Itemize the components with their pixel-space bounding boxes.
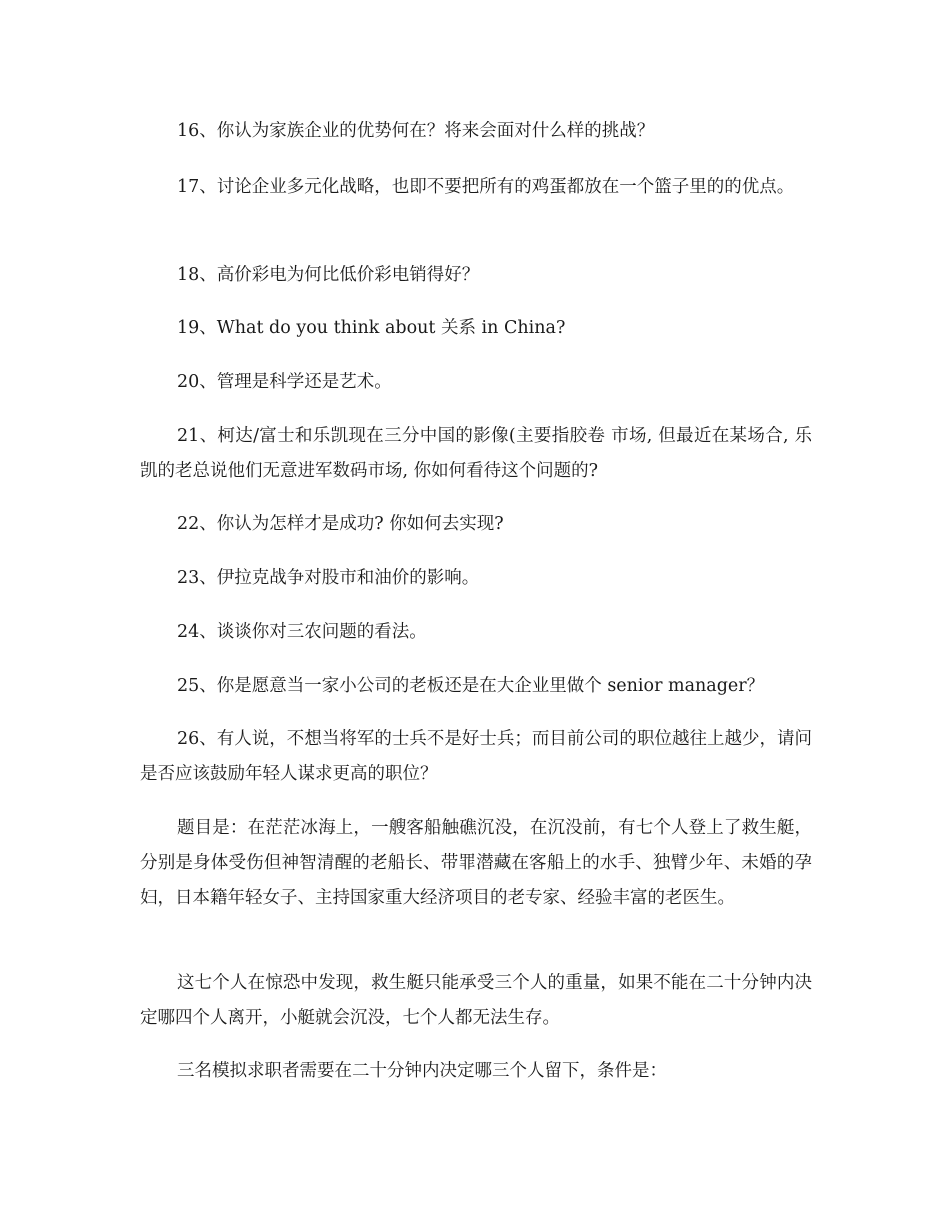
scenario-paragraph: 题目是：在茫茫冰海上，一艘客船触礁沉没，在沉没前，有七个人登上了救生艇，分别是身体受伤但神智清醒的老船长、带罪潜藏在客船上的水手、独臂少年、未婚的孕妇，日本籍年轻女子、主持国家重大经济项目的老专家、经验丰富的老医生。 xyxy=(140,818,812,908)
question-16: 16、你认为家族企业的优势何在？将来会面对什么样的挑战？ xyxy=(177,121,655,141)
question-26: 26、有人说，不想当将军的士兵不是好士兵；而目前公司的职位越往上越少，请问是否应该鼓励年轻人谋求更高的职位？ xyxy=(140,729,812,784)
question-25: 25、你是愿意当一家小公司的老板还是在大企业里做个 senior manager？ xyxy=(177,676,765,696)
scenario-condition-paragraph: 这七个人在惊恐中发现，救生艇只能承受三个人的重量，如果不能在二十分钟内决定哪四个人离开，小艇就会沉没，七个人都无法生存。 xyxy=(140,973,812,1028)
question-20: 20、管理是科学还是艺术。 xyxy=(177,372,392,392)
question-24: 24、谈谈你对三农问题的看法。 xyxy=(177,622,427,642)
task-paragraph: 三名模拟求职者需要在二十分钟内决定哪三个人留下，条件是： xyxy=(177,1061,667,1081)
question-19: 19、What do you think about 关系 in China? xyxy=(177,318,566,338)
question-22: 22、你认为怎样才是成功? 你如何去实现? xyxy=(177,514,504,534)
question-23: 23、伊拉克战争对股市和油价的影响。 xyxy=(177,568,480,588)
question-17: 17、讨论企业多元化战略，也即不要把所有的鸡蛋都放在一个篮子里的的优点。 xyxy=(177,177,795,197)
question-18: 18、高价彩电为何比低价彩电销得好？ xyxy=(177,265,480,285)
question-21: 21、柯达/富士和乐凯现在三分中国的影像(主要指胶卷 市场, 但最近在某场合, 乐凯的老总说他们无意进军数码市场, 你如何看待这个问题的? xyxy=(140,426,812,481)
